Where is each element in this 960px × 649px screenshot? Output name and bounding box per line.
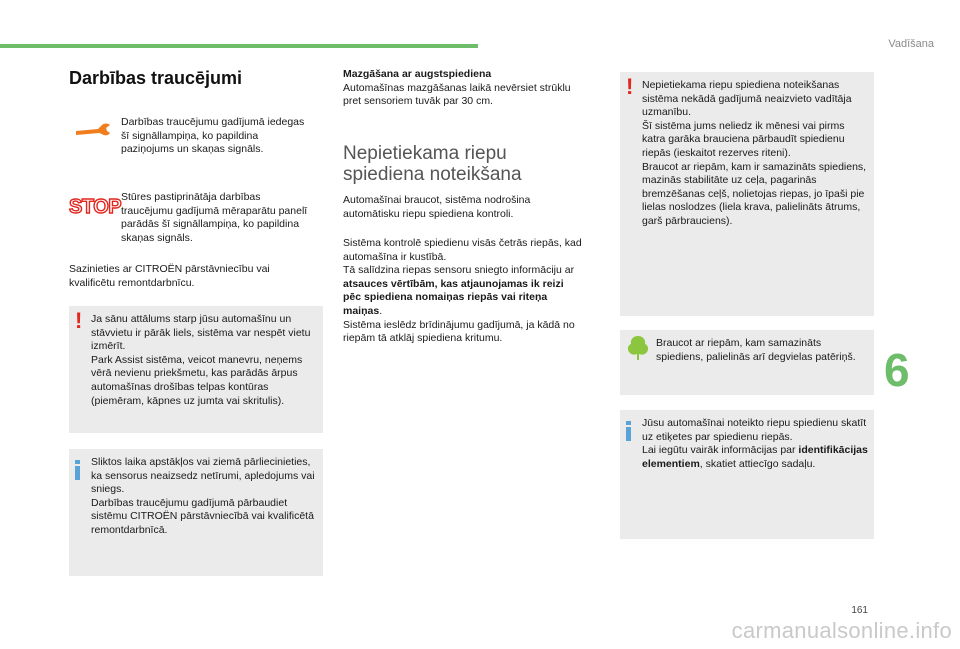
- tree-icon: [626, 335, 650, 366]
- washing-section: [343, 68, 583, 109]
- info-icon: [626, 421, 631, 441]
- chapter-number: 6: [884, 344, 910, 396]
- info-icon: [75, 460, 80, 480]
- tire-warning-line: Šī sistēma jums neliedz ik mēnesi vai pirms katra garāka brauciena pārbaudīt spiedienu riepās (ieskaitot rezerves riteni).: [642, 119, 845, 159]
- exclamation-icon: !: [75, 308, 83, 333]
- tire-reference-values: atsauces vērtībām, kas atjaunojamas ik reizi pēc spiediena nomaiņas riepās vai riteņa maiņas: [343, 277, 564, 317]
- washing-title: Mazgāšana ar augstspiediena: [343, 68, 492, 80]
- tire-compare-text: Tā salīdzina riepas sensoru sniegto informāciju ar: [343, 264, 575, 277]
- tire-intro-text: Automašīnai braucot, sistēma nodrošina automātisku riepu spiediena kontroli.: [343, 194, 531, 220]
- tire-alert-text: Sistēma ieslēdz brīdinājumu gadījumā, ja kādā no riepām tā atklāj spiediena kritumu.: [343, 318, 575, 345]
- tire-info-text: Lai iegūtu vairāk informācijas par: [642, 444, 799, 457]
- eco-text: Braucot ar riepām, kam samazināts spiediens, palielinās arī degvielas patēriņš.: [656, 337, 856, 363]
- info-line: Sliktos laika apstākļos vai ziemā pārliecinieties, ka sensorus neaizsedz netīrumi, apledojums vai sniegs.: [91, 456, 315, 496]
- tire-system-text: [343, 237, 583, 346]
- identification-elements-link-text: identifikācijas elementiem: [642, 444, 868, 470]
- info-line: Darbības traucējumu gadījumā pārbaudiet sistēmu CITROËN pārstāvniecībā vai kvalificētā remontdarbnīcā.: [91, 496, 314, 536]
- page-title: Darbības traucējumi: [69, 68, 243, 88]
- stop-icon: [69, 191, 121, 245]
- tire-info-line: Jūsu automašīnai noteikto riepu spiedienu skatīt uz etiķetes par spiedienu riepās.: [642, 417, 867, 443]
- section-title: Vadīšana: [888, 38, 934, 50]
- tire-info-text: , skatiet attiecīgo sadaļu.: [699, 457, 816, 470]
- eco-box: [620, 330, 874, 395]
- info-box: [69, 449, 323, 576]
- tire-system-line: Sistēma kontrolē spiedienu visās četrās riepās, kad automašīna ir kustībā.: [343, 237, 582, 263]
- tire-pressure-heading: Nepietiekama riepu spiediena noteikšana: [343, 143, 522, 185]
- washing-text: Automašīnas mazgāšanas laikā nevērsiet strūklu pret sensoriem tuvāk par 30 cm.: [343, 81, 571, 108]
- punctuation: .: [379, 304, 383, 317]
- warning-line: Ja sānu attālums starp jūsu automašīnu un stāvvietu ir pārāk liels, sistēma var nespēt vietu izmērīt.: [91, 313, 311, 353]
- watermark: carmanualsonline.info: [731, 618, 952, 643]
- stop-label: STOP: [69, 196, 122, 218]
- wrench-text: Darbības traucējumu gadījumā iedegas šī signāllampiņa, ko papildina paziņojums un skaņas signāls.: [121, 116, 305, 156]
- wrench-icon: [69, 116, 121, 157]
- section-accent-bar: [0, 44, 478, 48]
- wrench-warning-row: [69, 116, 311, 157]
- tire-info-box: [620, 410, 874, 539]
- stop-text: Stūres pastiprinātāja darbības traucējumu gadījumā mēraparātu panelī parādās šī signāllampiņa, ko papildina skaņas signāls.: [121, 191, 308, 244]
- page-number: 161: [851, 605, 868, 616]
- tire-info-line: [642, 444, 868, 471]
- tire-warning-line: Nepietiekama riepu spiediena noteikšanas sistēma nekādā gadījumā neaizvieto vadītāja uzmanību.: [642, 79, 852, 119]
- tire-warning-box: [620, 72, 874, 316]
- warning-line: Park Assist sistēma, veicot manevru, neņems vērā nevienu priekšmetu, kas parādās ārpus automašīnas drošības telpas kontūras (piemēram, kāpnes uz jumta vai skritulis).: [91, 353, 303, 407]
- contact-text: Sazinieties ar CITROËN pārstāvniecību vai kvalificētu remontdarbnīcu.: [69, 263, 270, 289]
- stop-warning-row: [69, 191, 311, 245]
- tire-warning-line: Braucot ar riepām, kam ir samazināts spiediens, mazinās stabilitāte uz ceļa, pagarinās bremzēšanas ceļš, nolietojas riepas, jo īpaši pie lielas noslodzes (liela krava, palielināts ātrums, garš pārbrauciens).: [642, 160, 867, 227]
- warning-box: [69, 306, 323, 433]
- exclamation-icon: !: [626, 74, 634, 99]
